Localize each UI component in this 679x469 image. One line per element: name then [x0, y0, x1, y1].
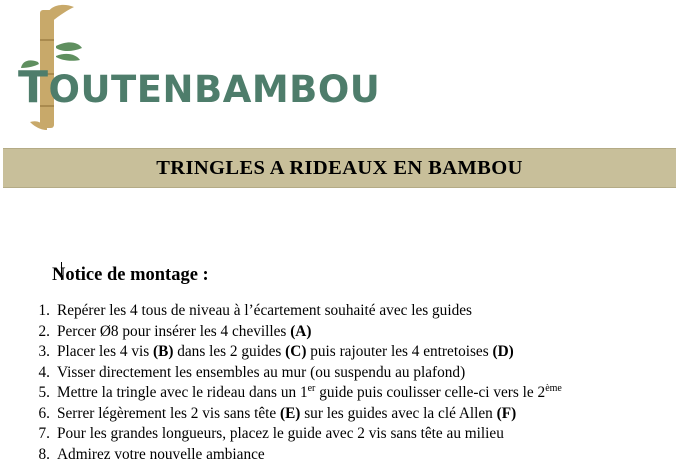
step-text — [57, 364, 465, 381]
step-text — [57, 343, 514, 360]
list-item — [30, 383, 670, 404]
step-number: 1. — [38, 302, 50, 319]
step-text-fragment: puis rajouter les 4 entretoises — [306, 343, 493, 360]
step-text-fragment: Repérer les 4 tous de niveau à l’écartement souhaité avec les guides — [57, 302, 472, 319]
list-item — [30, 363, 670, 384]
list-item — [30, 301, 670, 322]
assembly-steps-list — [30, 301, 670, 465]
step-text-fragment: Visser directement les ensembles au mur (ou suspendu au plafond) — [57, 363, 466, 381]
step-text-fragment: dans les 2 guides — [173, 343, 286, 360]
step-text-fragment: Pour les grandes longueurs, placez le guide avec 2 vis sans tête au milieu — [57, 425, 504, 442]
step-text — [57, 302, 472, 319]
part-reference-label: (F) — [496, 404, 517, 422]
list-item — [30, 322, 670, 343]
part-reference-label: (B) — [153, 343, 174, 360]
list-item — [30, 445, 670, 466]
step-text — [57, 446, 265, 463]
step-text-fragment: Percer Ø8 pour insérer les 4 chevilles — [57, 322, 291, 340]
step-text — [57, 323, 311, 340]
step-text — [57, 425, 504, 442]
step-text-fragment: guide puis coulisser celle-ci vers le 2 — [315, 384, 546, 401]
step-number: 6. — [38, 404, 50, 422]
brand-logo-rest: OUTENBAMBOU — [48, 68, 381, 111]
document-logo-area — [0, 0, 679, 142]
document-title-banner — [3, 148, 676, 188]
step-text-fragment: Placer les 4 vis — [57, 343, 154, 360]
step-text — [57, 384, 562, 401]
step-text-fragment: Admirez votre nouvelle ambiance — [57, 445, 265, 463]
step-text-fragment: sur les guides avec la clé Allen — [300, 404, 497, 422]
page-title: TRINGLES A RIDEAUX EN BAMBOU — [156, 156, 523, 179]
step-number: 3. — [38, 343, 50, 360]
part-reference-label: (D) — [492, 343, 514, 360]
part-reference-label: (C) — [285, 343, 307, 360]
part-reference-label: (A) — [290, 322, 312, 340]
list-item — [30, 404, 670, 425]
part-reference-label: (E) — [280, 404, 301, 422]
step-superscript: er — [307, 382, 316, 394]
step-number: 2. — [38, 322, 50, 340]
step-number: 7. — [38, 425, 50, 442]
step-text-fragment: Serrer légèrement les 2 vis sans tête — [57, 404, 280, 422]
list-item — [30, 424, 670, 445]
list-item — [30, 342, 670, 363]
step-text-fragment: Mettre la tringle avec le rideau dans un 1 — [57, 384, 308, 401]
brand-logo-text — [18, 62, 380, 113]
brand-logo-initial: T — [18, 62, 49, 113]
step-text — [57, 405, 516, 422]
step-number: 5. — [38, 384, 50, 401]
step-number: 8. — [38, 445, 50, 463]
step-superscript: ème — [545, 382, 562, 394]
notice-heading: Notice de montage : — [52, 265, 209, 285]
step-number: 4. — [38, 363, 50, 381]
